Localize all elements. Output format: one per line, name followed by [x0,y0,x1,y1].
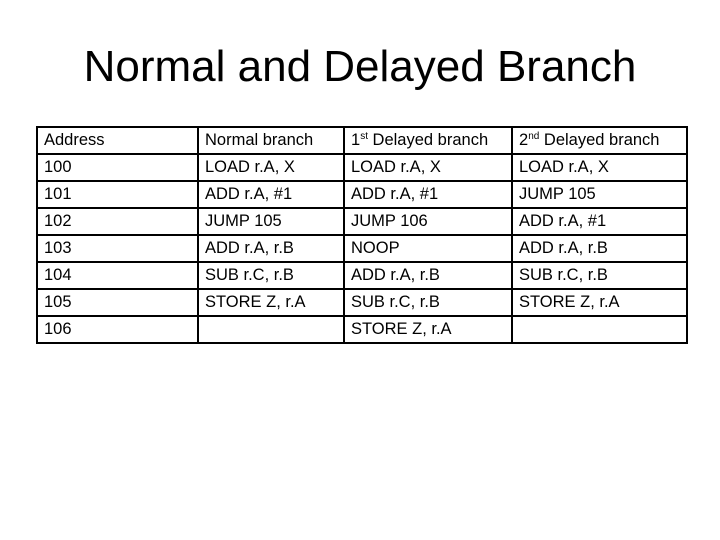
first-delayed-cell: ADD r.A, r.B [344,262,512,289]
table-row [37,235,687,262]
header-cell-1st-delayed-branch: 1st Delayed branch [344,127,512,154]
table-header-row [37,127,687,154]
first-delayed-cell: ADD r.A, #1 [344,181,512,208]
first-delayed-cell: LOAD r.A, X [344,154,512,181]
table-row [37,208,687,235]
address-cell: 105 [37,289,198,316]
first-delayed-cell: JUMP 106 [344,208,512,235]
second-delayed-cell [512,316,687,343]
second-delayed-cell: JUMP 105 [512,181,687,208]
address-cell: 102 [37,208,198,235]
second-delayed-cell: ADD r.A, r.B [512,235,687,262]
first-delayed-cell: STORE Z, r.A [344,316,512,343]
first-delayed-cell: SUB r.C, r.B [344,289,512,316]
table-row [37,154,687,181]
normal-branch-cell: ADD r.A, r.B [198,235,344,262]
address-cell: 103 [37,235,198,262]
second-delayed-cell: LOAD r.A, X [512,154,687,181]
address-cell: 106 [37,316,198,343]
address-cell: 104 [37,262,198,289]
second-delayed-cell: SUB r.C, r.B [512,262,687,289]
normal-branch-cell: ADD r.A, #1 [198,181,344,208]
table-row [37,316,687,343]
normal-branch-cell: SUB r.C, r.B [198,262,344,289]
branch-table [36,126,688,344]
normal-branch-cell: STORE Z, r.A [198,289,344,316]
second-delayed-cell: STORE Z, r.A [512,289,687,316]
normal-branch-cell: LOAD r.A, X [198,154,344,181]
header-cell-address: Address [37,127,198,154]
table-row [37,289,687,316]
address-cell: 100 [37,154,198,181]
header-cell-normal-branch: Normal branch [198,127,344,154]
address-cell: 101 [37,181,198,208]
first-delayed-cell: NOOP [344,235,512,262]
second-delayed-cell: ADD r.A, #1 [512,208,687,235]
header-cell-2nd-delayed-branch: 2nd Delayed branch [512,127,687,154]
normal-branch-cell [198,316,344,343]
normal-branch-cell: JUMP 105 [198,208,344,235]
slide-title: Normal and Delayed Branch [83,42,637,91]
table-row [37,181,687,208]
table-row [37,262,687,289]
